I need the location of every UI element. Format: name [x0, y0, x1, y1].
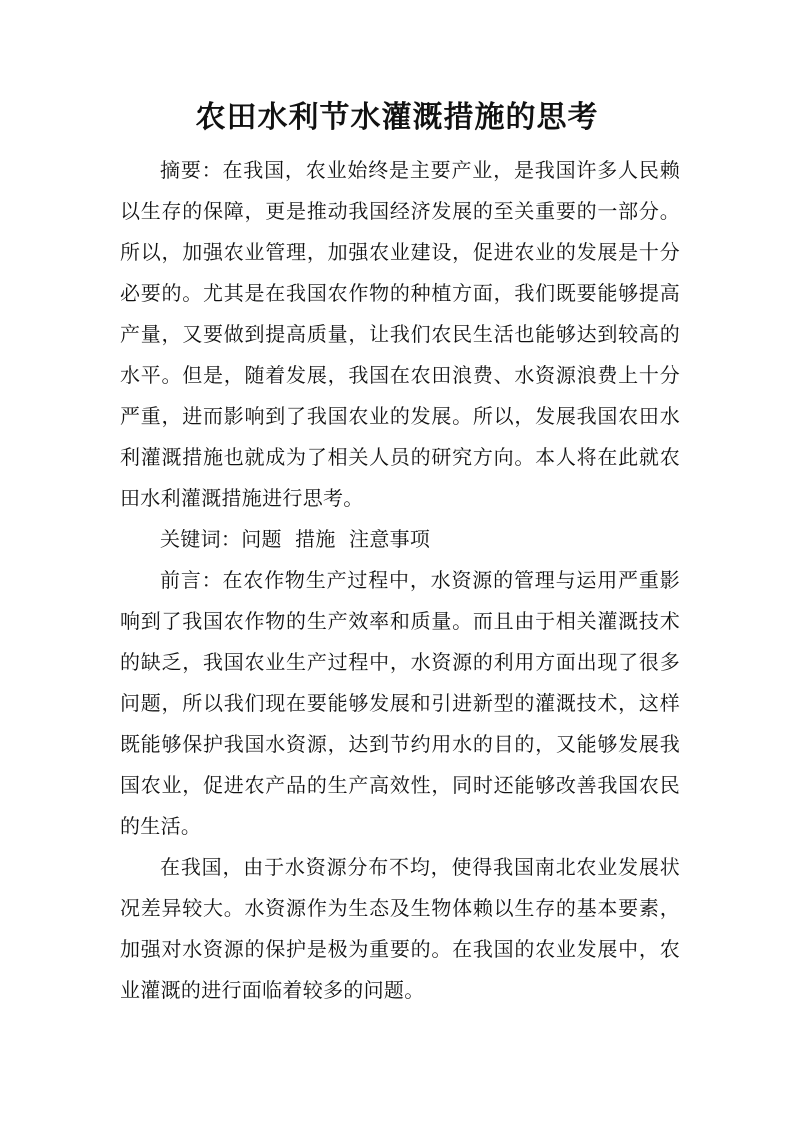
document-title: 农田水利节水灌溉措施的思考 — [195, 100, 599, 135]
preface-paragraph: 前言：在农作物生产过程中，水资源的管理与运用严重影响到了我国农作物的生产效率和质量。而且由于相关灌溉技术的缺乏，我国农业生产过程中，水资源的利用方面出现了很多问题，所以我们现在要能够发展和引进新型的灌溉技术，这样既能够保护我国水资源，达到节约用水的目的，又能够发展我国农业，促进农产品的生产高效性，同时还能够改善我国农民的生活。 — [120, 568, 680, 838]
body-paragraph: 在我国，由于水资源分布不均，使得我国南北农业发展状况差异较大。水资源作为生态及生物体赖以生存的基本要素，加强对水资源的保护是极为重要的。在我国的农业发展中，农业灌溉的进行面临着较多的问题。 — [120, 855, 680, 1002]
keywords-paragraph: 关键词：问题 措施 注意事项 — [160, 527, 431, 551]
document-body — [120, 150, 680, 1011]
abstract-paragraph: 摘要：在我国，农业始终是主要产业，是我国许多人民赖以生存的保障，更是推动我国经济发展的至关重要的一部分。所以，加强农业管理，加强农业建设，促进农业的发展是十分必要的。尤其是在我国农作物的种植方面，我们既要能够提高产量，又要做到提高质量，让我们农民生活也能够达到较高的水平。但是，随着发展，我国在农田浪费、水资源浪费上十分严重，进而影响到了我国农业的发展。所以，发展我国农田水利灌溉措施也就成为了相关人员的研究方向。本人将在此就农田水利灌溉措施进行思考。 — [120, 158, 680, 510]
